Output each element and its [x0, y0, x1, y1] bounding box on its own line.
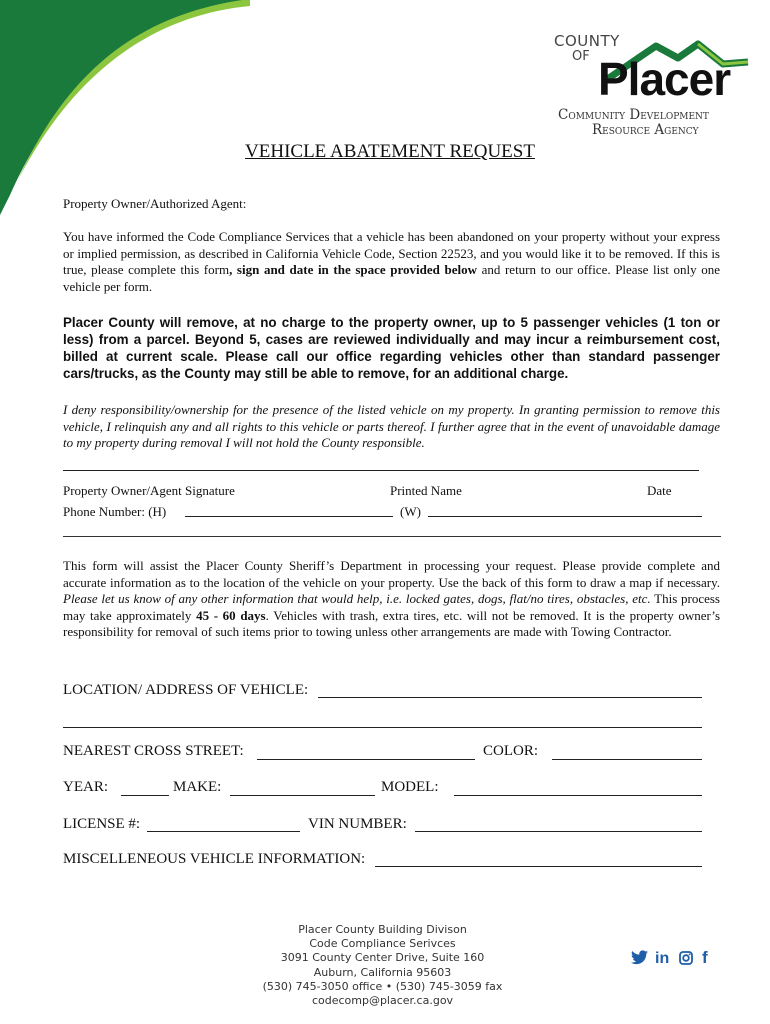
footer-email[interactable]: codecomp@placer.ca.gov [311, 994, 454, 1008]
color-label: COLOR: [483, 743, 539, 759]
placer-county-logo [548, 28, 758, 140]
footer-phone-fax: (530) 745-3050 office • (530) 745-3059 fax [262, 979, 503, 993]
phone-work-label: (W) [400, 504, 421, 519]
instructions-text-3: . Vehicles with trash, extra tires, etc. will not be removed. It is the property owner’s responsibility for removal of such items prior to towing unless other arrangements are made with Towing Contractor. [63, 607, 721, 639]
model-field[interactable] [454, 795, 702, 796]
instructions-paragraph [63, 558, 720, 641]
logo-of-text: OF [572, 49, 590, 64]
year-label: YEAR: [63, 779, 108, 795]
phone-home-label: Phone Number: (H) [63, 504, 167, 519]
instructions-bold-days: 45 - 60 days [196, 607, 266, 623]
vin-field[interactable] [415, 831, 702, 832]
printed-name-label: Printed Name [390, 483, 462, 498]
intro-text-1: You have informed the Code Compliance Services that a vehicle has been abandoned on your property without your express or implied permission, as described in California Vehicle Code, Section 22523, and you would like it to be removed. If this is true, please complete this form [63, 229, 720, 277]
vin-label: VIN NUMBER: [308, 816, 407, 832]
intro-bold-text: , sign and date in the space provided below [229, 262, 477, 277]
date-label: Date [647, 483, 672, 498]
disclaimer-paragraph: I deny responsibility/ownership for the presence of the listed vehicle on my property. In granting permission to remove this vehicle, I relinquish any and all rights to this vehicle or parts thereof. I further agree that in the event of unavoidable damage to my property during removal I will not hold the County responsible. [63, 402, 720, 450]
model-label: MODEL: [381, 779, 439, 795]
logo-county-text: COUNTY [554, 32, 620, 50]
footer-division: Placer County Building Divison [298, 923, 467, 936]
make-field[interactable] [230, 795, 375, 796]
greeting: Property Owner/Authorized Agent: [63, 196, 247, 211]
footer-services: Code Compliance Serivces [309, 937, 456, 951]
footer-city: Auburn, California 95603 [313, 965, 452, 979]
linkedin-icon[interactable]: in [655, 950, 670, 967]
location-label: LOCATION/ ADDRESS OF VEHICLE: [63, 682, 309, 698]
corner-swoosh-graphic [0, 0, 250, 215]
instructions-text-2: This process may take approximately [63, 591, 720, 623]
instagram-icon[interactable] [679, 951, 693, 965]
section-divider [63, 536, 721, 537]
instructions-text-1: This form will assist the Placer County Sheriff’s Department in processing your request. Please provide complete and accurate information as to the location of the vehicle on your property. Use the back of this form to draw a map if necessary. [63, 558, 720, 590]
phone-work-field[interactable] [428, 516, 702, 517]
facebook-icon[interactable]: f [702, 948, 708, 967]
make-label: MAKE: [173, 779, 222, 795]
signature-label: Property Owner/Agent Signature [63, 483, 235, 498]
twitter-icon[interactable] [631, 950, 648, 965]
removal-notice: Placer County will remove, at no charge to the property owner, up to 5 passenger vehicles (1 ton or less) from a parcel. Beyond 5, cases are reviewed individually and may incur a reimbursement cost, billed at current scale. Please call our office regarding vehicles other than standard passenger cars/trucks, as the County may still be able to remove, for an additional charge. [63, 315, 720, 381]
intro-text-2: and return to our office. Please list only one vehicle per form. [63, 262, 721, 294]
cross-street-field[interactable] [257, 759, 475, 760]
year-field[interactable] [121, 795, 169, 796]
phone-home-field[interactable] [185, 516, 393, 517]
intro-paragraph [63, 229, 720, 295]
instructions-italic-text: Please let us know of any other information that would help, i.e. locked gates, dogs, flat/no tires, obstacles, etc. [63, 591, 651, 606]
cross-street-label: NEAREST CROSS STREET: [63, 743, 244, 759]
color-field[interactable] [552, 759, 702, 760]
location-field-line2[interactable] [63, 727, 702, 728]
logo-agency-line1: Community Development [558, 107, 709, 123]
location-field[interactable] [318, 697, 702, 698]
signature-line[interactable] [63, 470, 699, 471]
logo-placer-text: Placer [598, 53, 731, 105]
logo-agency-line2: Resource Agency [592, 122, 699, 138]
misc-field[interactable] [375, 866, 702, 867]
page-title: VEHICLE ABATEMENT REQUEST [245, 141, 535, 162]
license-label: LICENSE #: [63, 816, 141, 832]
license-field[interactable] [147, 831, 300, 832]
misc-label: MISCELLENEOUS VEHICLE INFORMATION: [63, 851, 366, 867]
footer-contact [200, 923, 565, 1008]
footer-street: 3091 County Center Drive, Suite 160 [280, 951, 485, 965]
